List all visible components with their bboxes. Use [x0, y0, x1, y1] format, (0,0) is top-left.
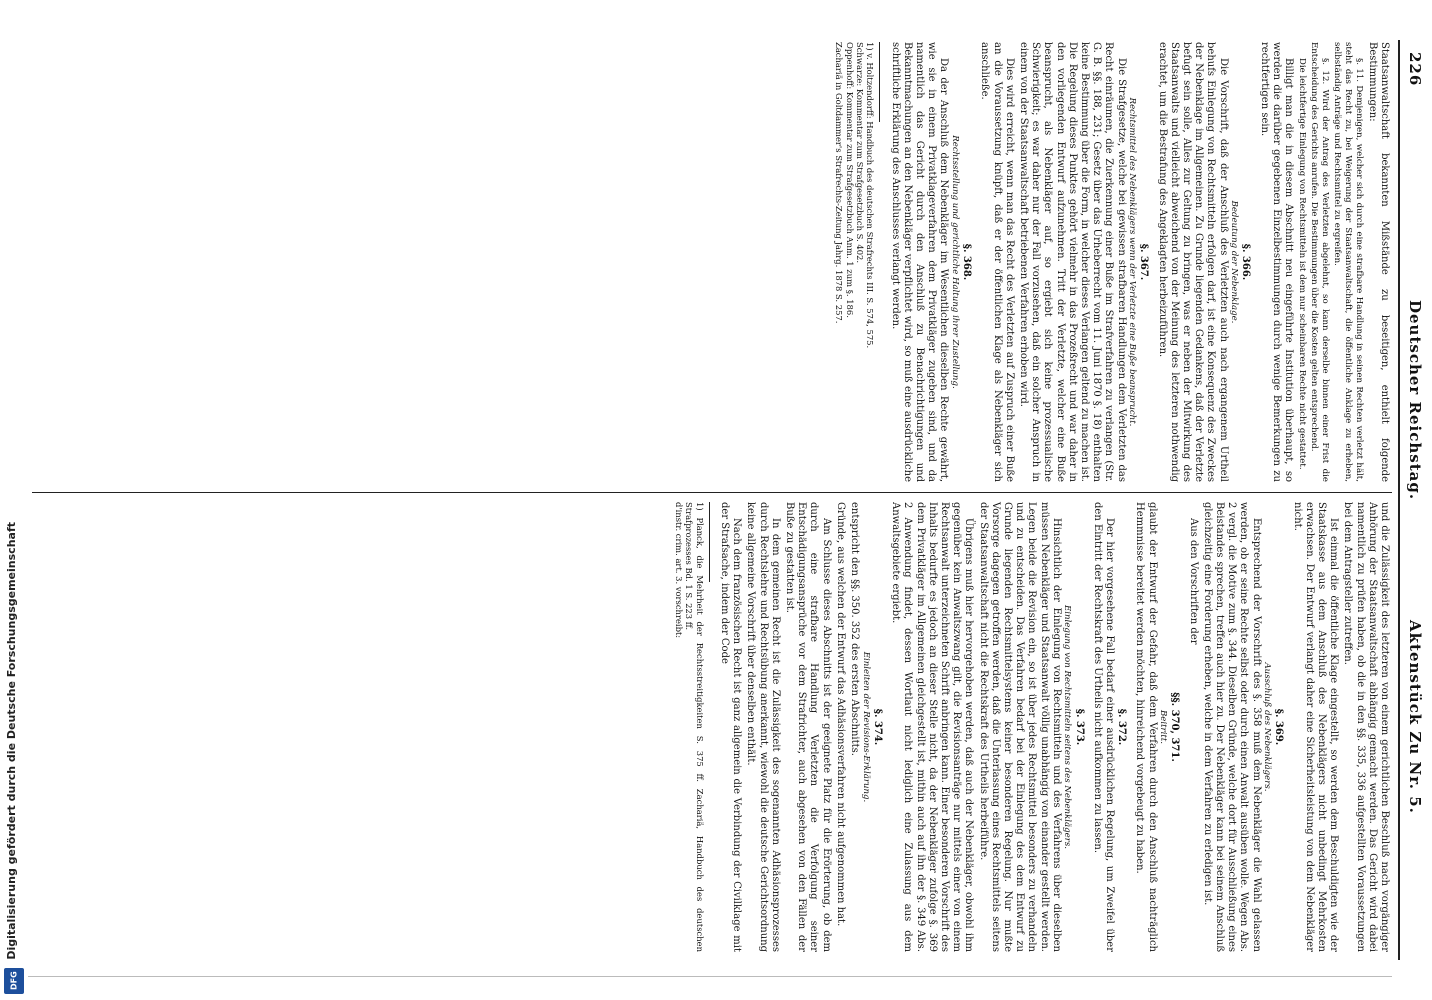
column-divider [32, 492, 1392, 493]
s370-title: §§. 370, 371. [1169, 692, 1181, 762]
footnote-rule-left [879, 42, 880, 122]
right-footnote: 1) Planck, die Mehrheit der Rechtsstreitigkeiten S. 375 ff. Zachariä, Handbuch des deutschen Strafprozesses Bd. 1 S. 223 ff. [684, 502, 705, 952]
footnote-rule-right [709, 502, 710, 582]
right-footnote: d'instr. crim. art. 3. vorschreibt: [674, 502, 685, 639]
s374-title: §. 374. [871, 708, 883, 746]
left-footnote: Zachariä in Goltdammer's Strafrechts-Zeitung Jahrg. 1878 S. 257. [834, 42, 845, 324]
s370-text: glaubt der Entwurf der Gefahr, daß dem Verfahren durch den Anschluß nachträglich Hemmnisse bereitet werden möchten, hinreichend vorgebeugt zu haben. [1134, 502, 1158, 952]
left-column [834, 42, 1390, 482]
s369-text-2: Aus den Vorschriften der [1187, 518, 1199, 645]
right-column [674, 502, 1390, 952]
s370-subtitle: Beitritt. [1158, 709, 1169, 745]
s367-text-2: Dies wird erreicht, wenn man das Recht des Verletzten auf Zuspruch einer Buße an die Voraussetzung knüpft, daß er der öffentlichen Klage als Nebenkläger sich anschließe. [979, 42, 1015, 482]
s374-subtitle: Einleiten der Revisions-Erklärung. [860, 651, 871, 803]
s373-text-2: Übrigens muß hier hervorgehoben werden, daß auch der Nebenkläger, obwohl ihm gegenüber kein Anwaltszwang gilt, die Revisionsanträge nur mittels einer von einem Rechtsanwalt unterzeichneten Schrift anbringen kann. Einer besonderen Vorschrift des Inhalts bedurfte es jedoch an dieser Stelle nicht, da der Nebenkläger zufolge §. 369 dem Privatkläger im Allgemeinen gleichgestellt ist, mithin auch auf ihn der §. 349 Abs. 2 Anwendung findet, dessen Wortlaut nicht lediglich eine Zulassung aus dem Anwaltsgebiete ergiebt. [890, 502, 975, 952]
closing-1: Am Schlusse dieses Abschnitts ist der geeignete Platz für die Erörterung, ob dem durch eine strafbare Handlung Verletzten die Verfolgung seiner Entschädigungsansprüche vor dem Strafrichter, auch abgesehen von den Fällen der Buße zu gestatten ist. [784, 502, 832, 952]
digitization-footer [0, 0, 28, 1000]
paragraph-1: Billigt man die in diesem Abschnitt neu eingeführte Institution überhaupt, so werden die darüber gegebenen Einzelbestimmungen durch wenige Bemerkungen zu rechtfertigen sein. [1258, 42, 1295, 482]
s367-text: Die Strafgesetze, welche bei gewissen strafbaren Handlungen dem Verletzten das Recht einräumen, die Zuerkennung einer Buße im Strafverfahren zu verlangen (Str. G. B. §§. 188, 231; Gesetz über das Urheberrecht vom 11. Juni 1870 §. 18) enthalten keine Bestimmung über die Form, in welcher dieses Verlangen geltend zu machen ist. Die Regelung dieses Punktes gehört vielmehr in das Prozeßrecht und war daher in den vorliegenden Entwurf aufzunehmen. Tritt der Verletzte, welcher eine Buße beansprucht, als Nebenkläger auf, so ergiebt sich keine prozessualische Schwierigkeit; es war daher nur der Fall vorzusehen, daß ein solcher Anspruch in einem von der Staatsanwaltschaft betriebenen Verfahren erhoben wird. [1017, 42, 1127, 482]
s372-title: §. 372. [1116, 708, 1128, 746]
s373-subtitle: Einlegung von Rechtsmitteln seitens des Nebenklägers. [1062, 605, 1073, 849]
digitization-note: Digitalisierung gefördert durch die Deutsche Forschungsgemeinschaft [5, 522, 18, 960]
s372-text: Der hier vorgesehene Fall bedarf einer ausdrücklichen Regelung, um Zweifel über den Eintritt der Rechtskraft des Urtheils nicht aufkommen zu lassen. [1091, 502, 1115, 952]
s369-text: Entsprechend der Vorschrift des §. 358 muß dem Nebenkläger die Wahl gelassen werden, ob er seine Rechte selbst oder durch einen Anwalt ausüben wolle. Wegen Abs. 2 vergl. die Motive zum §. 344. Dieselben Gründe, welche dort für Ausschließung eines Beistandes sprechen, treffen auch hier zu. Der Nebenkläger kann bei seinem Anschluß gleichzeitig eine Forderung erheben, welche in dem Verfahren zu erledigen ist. [1201, 502, 1262, 952]
left-running-title: Deutscher Reichstag. [1406, 300, 1424, 501]
right-para-b: Ist einmal die öffentliche Klage eingestellt, so werden dem Beschuldigten wie der Staatskasse aus dem Anschluß des Nebenklägers nicht unbedingt Mehrkosten erwachsen. Der Entwurf verlangt daher eine Sicherheitsleistung von dem Nebenkläger nicht. [1291, 502, 1340, 952]
s368-subtitle: Rechtsstellung und gerichtliche Haltung ihrer Zustellung. [949, 135, 960, 389]
note-small: Die leichtfertige Einlegung von Rechtsmitteln ist dem nur scheinbaren Rechte nicht gestattet. [1296, 58, 1307, 470]
quote-s12: §. 12. Wird der Antrag des Verletzten abgelehnt, so kann derselbe binnen einer Frist die Entscheidung des Gerichts anrufen. Die Bestimmungen über die Kosten gelten entsprechend. [1309, 42, 1330, 482]
s366-subtitle: Bedeutung der Nebenklage. [1229, 200, 1240, 324]
s367-subtitle: Rechtsmittel des Nebenklägers wenn der Verletzte eine Buße beansprucht. [1127, 97, 1138, 427]
right-para-a: und die Zulässigkeit des letzteren von einem gerichtlichen Beschluß nach vorgängiger Anhörung der Staatsanwaltschaft abhängig gemacht werden. Das Gericht wird dabei namentlich zu prüfen haben, ob die in den §§. 335, 336 aufgestellten Voraussetzungen bei dem Antragsteller zutreffen. [1342, 502, 1390, 952]
scan-edge-line [12, 976, 1392, 977]
quote-s11: §. 11. Demjenigen, welcher sich durch eine strafbare Handlung in seinen Rechten verletzt hält, steht das Recht zu, bei Weigerung der Staatsanwaltschaft, die öffentliche Anklage zu erheben, selbständig Anträge und Rechtsmittel zu ergreifen. [1332, 42, 1364, 482]
page-number: 226 [1406, 52, 1424, 87]
right-running-title: Aktenstück Zu Nr. 5. [1406, 620, 1424, 814]
intro-text: Staatsanwaltschaft bekannten Mißstände zu beseitigen, enthielt folgende Bestimmungen: [1366, 42, 1390, 482]
s366-text: Die Vorschrift, daß der Anschluß des Verletzten auch nach ergangenem Urtheil behufs Einlegung von Rechtsmitteln erfolgen darf, ist eine Konsequenz des Zweckes der Nebenklage im Allgemeinen. Zu Grunde liegenden Gedankens, daß der Verletzte befugt sein solle, Alles zur Geltung zu bringen, was er neben der Mitwirkung des Staatsanwalts und vielleicht abweichend von der Meinung des letzteren nothwendig erachtet, um die Bestrafung des Angeklagten herbeizuführen. [1156, 42, 1229, 482]
s366-title: §. 366. [1240, 243, 1252, 281]
s369-title: §. 369. [1273, 708, 1285, 746]
s374-text-2: Gründe, aus welchen der Entwurf das Adhäsionsverfahren nicht aufgenommen hat. [834, 502, 846, 927]
left-footnote: 1) v. Holtzendorff: Handbuch des deutschen Strafrechts III. S. 574, 575. [865, 42, 876, 349]
left-footnote: Schwarze: Kommentar zum Strafgesetzbuch S. 402. [854, 42, 865, 264]
s373-title: §. 373. [1073, 708, 1085, 746]
s369-subtitle: Ausschluß des Nebenklägers. [1262, 662, 1273, 792]
closing-3: Nach dem französischen Recht ist ganz allgemein die Verbindung der Civilklage mit der Strafsache, indem der Code [719, 502, 743, 952]
s374-text: entspricht den §§. 350. 352 des ersten Abschnitts. [849, 502, 861, 756]
s367-title: §. 367. [1138, 243, 1150, 281]
s368-title: §. 368. [961, 243, 973, 281]
s373-text: Hinsichtlich der Einlegung von Rechtsmitteln und des Verfahrens über dieselben müssen Nebenkläger und Staatsanwalt völlig unabhängig von einander gestellt werden. Legen beide die Revision ein, so ist über jedes Rechtsmittel besonders zu verhandeln und zu entscheiden. Das Verfahren bedarf bei der Einlegung des dem Entwurf zu Grunde liegenden Rechtsmittelsystems keiner besonderen Regelung. Nur mußte Vorsorge dagegen getroffen werden, daß die Unterlassung eines Rechtsmittels seitens der Staatsanwaltschaft nicht die Rechtskraft des Urtheils herbeiführe. [977, 502, 1062, 952]
left-footnote: Oppenhoff: Kommentar zum Strafgesetzbuch Anm. 1 zum §. 186. [844, 42, 855, 318]
s368-text: Da der Anschluß dem Nebenkläger im Wesentlichen dieselben Rechte gewährt, wie sie in einem Privatklageverfahren dem Privatkläger zugeben sind, und da namentlich das Gericht durch den Anschluß zu Benachrichtigungen und Bekanntmachungen an den Nebenkläger verpflichtet wird, so muß eine ausdrückliche schriftliche Erklärung des Anschlusses verlangt werden. [889, 42, 950, 482]
dfg-logo: DFG [4, 968, 24, 994]
header-rule [1399, 40, 1401, 960]
closing-2: In dem gemeinen Recht ist die Zulässigkeit des sogenannten Adhäsionsprozesses durch Rechtslehre und Rechtsübung anerkannt, wiewohl die deutsche Gerichtsordnung keine allgemeine Vorschrift über denselben enthält. [745, 502, 781, 952]
